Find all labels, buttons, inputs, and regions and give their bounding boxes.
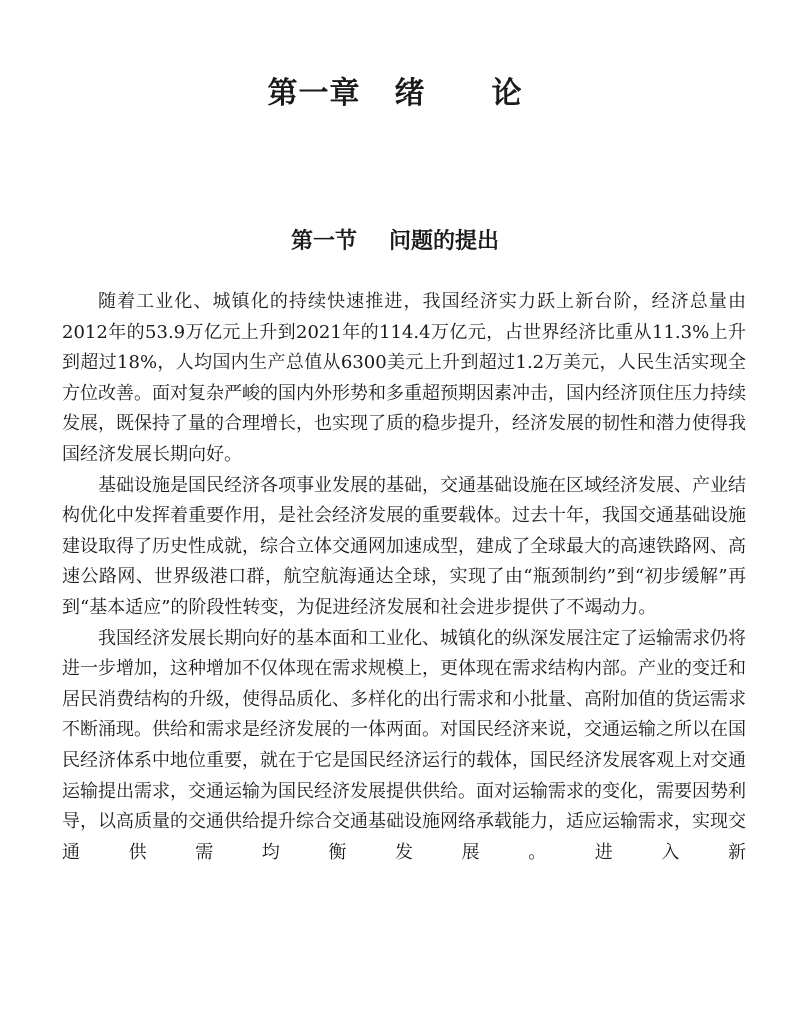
paragraph-text: 我国经济发展长期向好的基本面和工业化、城镇化的纵深发展注定了运输需求仍将进一步增加，这种增加不仅体现在需求规模上，更体现在需求结构内部。产业的变迁和居民消费结构的升级，使得品质化、多样化的出行需求和小批量、高附加值的货运需求不断涌现。供给和需求是经济发展的一体两面。对国民经济来说，交通运输之所以在国民经济体系中地位重要，就在于它是国民经济运行的载体，国民经济发展客观上对交通运输提出需求，交通运输为国民经济发展提供供给。面对运输需求的变化，需要因势利导，以高质量的交通供给提升综合交通基础设施网络承载能力，适应运输需求，实现交通供需均衡发展。进入新 — [62, 627, 746, 863]
chapter-title-char-1: 绪 — [394, 76, 426, 111]
paragraph-text: 基础设施是国民经济各项事业发展的基础，交通基础设施在区域经济发展、产业结构优化中发挥着重要作用，是社会经济发展的重要载体。过去十年，我国交通基础设施建设取得了历史性成就，综合立体交通网加速成型，建成了全球最大的高速铁路网、高速公路网、世界级港口群，航空航海通达全球，实现了由“瓶颈制约”到“初步缓解”再到“基本适应”的阶段性转变，为促进经济发展和社会进步提供了不竭动力。 — [62, 474, 746, 618]
chapter-title — [0, 72, 790, 116]
paragraph — [62, 624, 746, 869]
chapter-title-char-2: 论 — [491, 76, 523, 111]
section-number: 第一节 — [290, 229, 357, 254]
section-title-text: 问题的提出 — [389, 229, 500, 254]
body-text — [62, 287, 746, 868]
paragraph — [62, 471, 746, 624]
section-title — [0, 226, 790, 258]
chapter-number: 第一章 — [267, 76, 361, 111]
paragraph — [62, 287, 746, 471]
paragraph-text: 随着工业化、城镇化的持续快速推进，我国经济实力跃上新台阶，经济总量由2012年的53.9万亿元上升到2021年的114.4万亿元，占世界经济比重从11.3%上升到超过18%，人均国内生产总值从6300美元上升到超过1.2万美元，人民生活实现全方位改善。面对复杂严峻的国内外形势和多重超预期因素冲击，国内经济顶住压力持续发展，既保持了量的合理增长，也实现了质的稳步提升，经济发展的韧性和潜力使得我国经济发展长期向好。 — [62, 291, 746, 465]
